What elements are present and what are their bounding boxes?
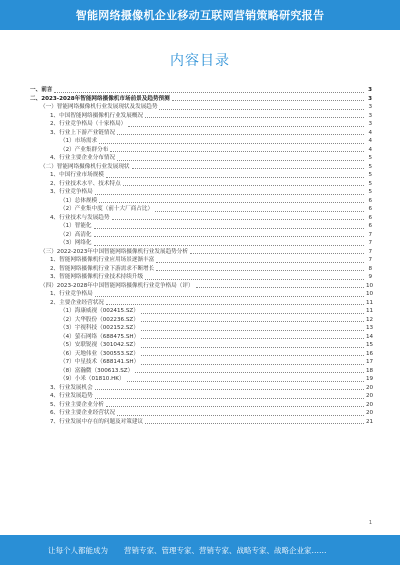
toc-leader-dots bbox=[132, 168, 364, 169]
toc-entry[interactable] bbox=[30, 358, 372, 367]
toc-leader-dots bbox=[106, 406, 364, 407]
toc-entry-page: 3 bbox=[368, 121, 372, 127]
toc-entry-page: 6 bbox=[368, 206, 372, 212]
toc-entry-page: 20 bbox=[366, 384, 374, 391]
toc-leader-dots bbox=[141, 364, 364, 365]
toc-entry-page: 6 bbox=[368, 197, 372, 204]
toc-entry-label: 3、行业竞争格局 bbox=[50, 189, 93, 195]
toc-entry-page: 18 bbox=[366, 367, 374, 374]
toc-entry-page: 20 bbox=[366, 401, 374, 408]
toc-leader-dots bbox=[128, 126, 364, 127]
toc-entry-label: 2、行业竞争格局（十家格局） bbox=[50, 121, 127, 127]
toc-entry-label: （2）产业集群分布 bbox=[60, 146, 109, 153]
toc-entry-page: 8 bbox=[368, 265, 372, 272]
toc-entry-label: 2、主要企业经营状况 bbox=[50, 299, 104, 306]
toc-entry-page: 11 bbox=[366, 308, 374, 314]
toc-entry[interactable] bbox=[30, 350, 372, 359]
toc-leader-dots bbox=[106, 304, 364, 305]
toc-leader-dots bbox=[141, 321, 364, 322]
toc-entry-label: 1、行业竞争格局 bbox=[50, 291, 93, 297]
toc-entry-label: 2、行业技术水平、技术特点 bbox=[50, 180, 121, 187]
toc-leader-dots bbox=[190, 253, 364, 254]
toc-entry[interactable] bbox=[30, 231, 372, 240]
footer-slogan: 让每个人都能成为 bbox=[48, 545, 108, 555]
toc-entry-page: 20 bbox=[366, 410, 374, 416]
toc-entry-page: 3 bbox=[368, 112, 372, 119]
toc-leader-dots bbox=[196, 287, 364, 288]
toc-entry[interactable] bbox=[30, 239, 372, 248]
toc-leader-dots bbox=[95, 398, 364, 399]
toc-entry-page: 16 bbox=[366, 350, 374, 357]
toc-leader-dots bbox=[141, 330, 364, 331]
toc-entry-label: 4、行业技术与发展趋势 bbox=[50, 214, 110, 221]
toc-entry[interactable] bbox=[30, 171, 372, 180]
toc-leader-dots bbox=[117, 415, 364, 416]
toc-entry-label: （1）智能化 bbox=[60, 223, 92, 229]
toc-leader-dots bbox=[159, 109, 364, 110]
toc-entry[interactable] bbox=[30, 401, 372, 410]
toc-entry-page: 3 bbox=[368, 95, 372, 102]
toc-entry[interactable] bbox=[30, 282, 372, 291]
toc-entry-page: 7 bbox=[368, 248, 372, 255]
toc-entry[interactable] bbox=[30, 290, 372, 299]
toc-entry[interactable] bbox=[30, 375, 372, 384]
toc-entry-page: 11 bbox=[366, 299, 374, 306]
toc-entry[interactable] bbox=[30, 197, 372, 206]
toc-leader-dots bbox=[110, 151, 364, 152]
toc-entry[interactable] bbox=[30, 95, 372, 104]
toc-entry-label: （2）产业集中度（前十大厂商占比） bbox=[60, 206, 154, 212]
toc-leader-dots bbox=[145, 423, 364, 424]
toc-entry[interactable] bbox=[30, 188, 372, 197]
toc-leader-dots bbox=[127, 381, 364, 382]
toc-entry-page: 7 bbox=[368, 257, 372, 263]
toc-leader-dots bbox=[117, 160, 364, 161]
report-title: 智能网络摄像机企业移动互联网营销策略研究报告 bbox=[75, 9, 325, 22]
toc-entry-page: 4 bbox=[368, 138, 372, 144]
toc-entry-label: 5、行业主要企业分析 bbox=[50, 401, 104, 408]
toc-leader-dots bbox=[95, 194, 364, 195]
toc-entry-label: （1）总体规模 bbox=[60, 197, 98, 204]
toc-entry-label: （三）2022-2023年中国智能网络摄像机行业发展趋势分析 bbox=[40, 248, 188, 255]
toc-leader-dots bbox=[54, 92, 364, 93]
toc-leader-dots bbox=[99, 143, 364, 144]
toc-entry-label: （3）宇视科技（002152.SZ） bbox=[60, 325, 139, 331]
toc-entry-label: 1、智能网络摄像机行业应用场景逐渐丰富 bbox=[50, 257, 155, 263]
toc-entry-page: 15 bbox=[366, 342, 374, 348]
toc-entry-label: （7）中星技术（688141.SH） bbox=[60, 359, 140, 365]
toc-entry-label: （9）小米（01810.HK） bbox=[60, 376, 125, 382]
toc-entry[interactable] bbox=[30, 163, 372, 172]
toc-entry[interactable] bbox=[30, 103, 372, 112]
toc-leader-dots bbox=[145, 117, 364, 118]
toc-entry[interactable] bbox=[30, 307, 372, 316]
toc-entry[interactable] bbox=[30, 265, 372, 274]
toc-entry[interactable] bbox=[30, 214, 372, 223]
toc-entry[interactable] bbox=[30, 316, 372, 325]
toc-entry-label: （3）网络化 bbox=[60, 240, 92, 246]
toc-entry-page: 7 bbox=[368, 231, 372, 238]
toc-leader-dots bbox=[95, 389, 364, 390]
toc-leader-dots bbox=[123, 185, 364, 186]
toc-entry[interactable] bbox=[30, 222, 372, 231]
toc-entry[interactable] bbox=[30, 180, 372, 189]
toc-entry-page: 10 bbox=[366, 291, 374, 297]
toc-entry-label: 3、行业上下游产业链情况 bbox=[50, 129, 116, 136]
toc-entry-label: 4、行业主要企业分布情况 bbox=[50, 155, 116, 161]
toc-entry-label: （2）大华股份（002236.SZ） bbox=[60, 316, 139, 323]
toc-entry-page: 5 bbox=[368, 155, 372, 161]
toc-entry-label: （6）天地伟业（300553.SZ） bbox=[60, 350, 139, 357]
toc-entry-label: 4、行业发展趋势 bbox=[50, 393, 93, 399]
toc-entry[interactable] bbox=[30, 120, 372, 129]
toc-leader-dots bbox=[94, 245, 364, 246]
toc-leader-dots bbox=[141, 313, 364, 314]
toc-entry-page: 5 bbox=[368, 172, 372, 178]
toc-entry[interactable] bbox=[30, 324, 372, 333]
toc-entry[interactable] bbox=[30, 341, 372, 350]
toc-entry-label: （4）萤石网络（688475.SH） bbox=[60, 333, 140, 340]
toc-entry[interactable] bbox=[30, 137, 372, 146]
toc-list bbox=[30, 86, 372, 426]
report-footer bbox=[0, 535, 400, 565]
toc-title: 内容目录 bbox=[170, 53, 230, 69]
toc-entry-page: 7 bbox=[368, 240, 372, 246]
toc-entry-label: 一、前言 bbox=[30, 87, 53, 93]
toc-entry-page: 5 bbox=[368, 180, 372, 187]
toc-leader-dots bbox=[155, 211, 364, 212]
toc-entry-page: 3 bbox=[368, 104, 372, 110]
toc-entry-page: 10 bbox=[366, 282, 374, 289]
toc-entry-page: 9 bbox=[368, 274, 372, 280]
report-header bbox=[0, 0, 400, 30]
toc-entry[interactable] bbox=[30, 86, 372, 95]
toc-entry-page: 20 bbox=[366, 393, 374, 399]
toc-entry-page: 6 bbox=[368, 214, 372, 221]
toc-entry-label: （四）2023-2028年中国智能网络摄像机行业竞争格局（评） bbox=[40, 282, 194, 289]
toc-leader-dots bbox=[141, 347, 364, 348]
toc-entry[interactable] bbox=[30, 333, 372, 342]
toc-entry[interactable] bbox=[30, 418, 372, 427]
toc-entry[interactable] bbox=[30, 384, 372, 393]
toc-entry-page: 19 bbox=[366, 376, 374, 382]
toc-entry[interactable] bbox=[30, 409, 372, 418]
toc-entry-label: （2）高清化 bbox=[60, 231, 92, 238]
page-number: 1 bbox=[368, 520, 372, 526]
toc-entry[interactable] bbox=[30, 154, 372, 163]
toc-entry-label: 1、中国行业市场规模 bbox=[50, 172, 104, 178]
toc-entry-page: 5 bbox=[368, 189, 372, 195]
toc-entry[interactable] bbox=[30, 129, 372, 138]
toc-leader-dots bbox=[145, 279, 364, 280]
toc-entry[interactable] bbox=[30, 112, 372, 121]
toc-entry-label: 7、行业发展中存在的问题及对策建议 bbox=[50, 418, 144, 425]
toc-entry-page: 17 bbox=[366, 359, 374, 365]
footer-tagline: 营销专家、管理专家、营销专家、战略专家、战略企业家…… bbox=[124, 545, 327, 555]
toc-leader-dots bbox=[172, 100, 364, 101]
toc-entry-page: 4 bbox=[368, 146, 372, 153]
toc-leader-dots bbox=[112, 219, 365, 220]
toc-entry[interactable] bbox=[30, 205, 372, 214]
toc-entry-label: （一）智能网络摄像机行业发展现状及发展趋势 bbox=[40, 104, 158, 110]
toc-entry-label: 2、智能网络摄像机行业下游需求不断增长 bbox=[50, 265, 155, 272]
toc-entry-page: 3 bbox=[368, 87, 372, 93]
toc-leader-dots bbox=[94, 236, 364, 237]
toc-entry[interactable] bbox=[30, 146, 372, 155]
toc-entry[interactable] bbox=[30, 256, 372, 265]
toc-entry-page: 21 bbox=[366, 418, 374, 425]
toc-leader-dots bbox=[94, 228, 364, 229]
toc-entry-label: 1、中国智能网络摄像机行业发展概况 bbox=[50, 112, 144, 119]
toc-entry[interactable] bbox=[30, 248, 372, 257]
toc-entry-label: （二）智能网络摄像机行业发展现状 bbox=[40, 163, 130, 170]
toc-leader-dots bbox=[95, 296, 364, 297]
toc-entry-label: （1）海康威视（002415.SZ） bbox=[60, 308, 139, 314]
toc-entry[interactable] bbox=[30, 367, 372, 376]
toc-leader-dots bbox=[106, 177, 364, 178]
toc-entry-label: （5）安联锐视（301042.SZ） bbox=[60, 342, 139, 348]
toc-entry-page: 13 bbox=[366, 325, 374, 331]
toc-leader-dots bbox=[135, 372, 364, 373]
toc-entry-page: 12 bbox=[366, 316, 374, 323]
toc-entry-label: 二、2023-2028年智能网络摄像机市场前景及趋势预测 bbox=[30, 95, 170, 102]
toc-entry-page: 5 bbox=[368, 163, 372, 170]
toc-leader-dots bbox=[156, 262, 364, 263]
toc-leader-dots bbox=[141, 355, 364, 356]
toc-entry-page: 6 bbox=[368, 223, 372, 229]
toc-entry-label: 3、智能网络摄像机行业技术持续升级 bbox=[50, 274, 144, 280]
toc-leader-dots bbox=[117, 134, 364, 135]
toc-entry-label: 6、行业主要企业经营状况 bbox=[50, 410, 116, 416]
toc-entry-page: 4 bbox=[368, 129, 372, 136]
toc-leader-dots bbox=[141, 338, 364, 339]
toc-leader-dots bbox=[156, 270, 364, 271]
toc-leader-dots bbox=[99, 202, 364, 203]
toc-entry[interactable] bbox=[30, 273, 372, 282]
toc-entry-label: （8）富瀚微（300613.SZ） bbox=[60, 367, 134, 374]
toc-entry-label: 3、行业发展机会 bbox=[50, 384, 93, 391]
toc-entry-label: （1）市场需求 bbox=[60, 138, 98, 144]
toc-entry[interactable] bbox=[30, 299, 372, 308]
toc-entry[interactable] bbox=[30, 392, 372, 401]
toc-entry-page: 14 bbox=[366, 333, 374, 340]
